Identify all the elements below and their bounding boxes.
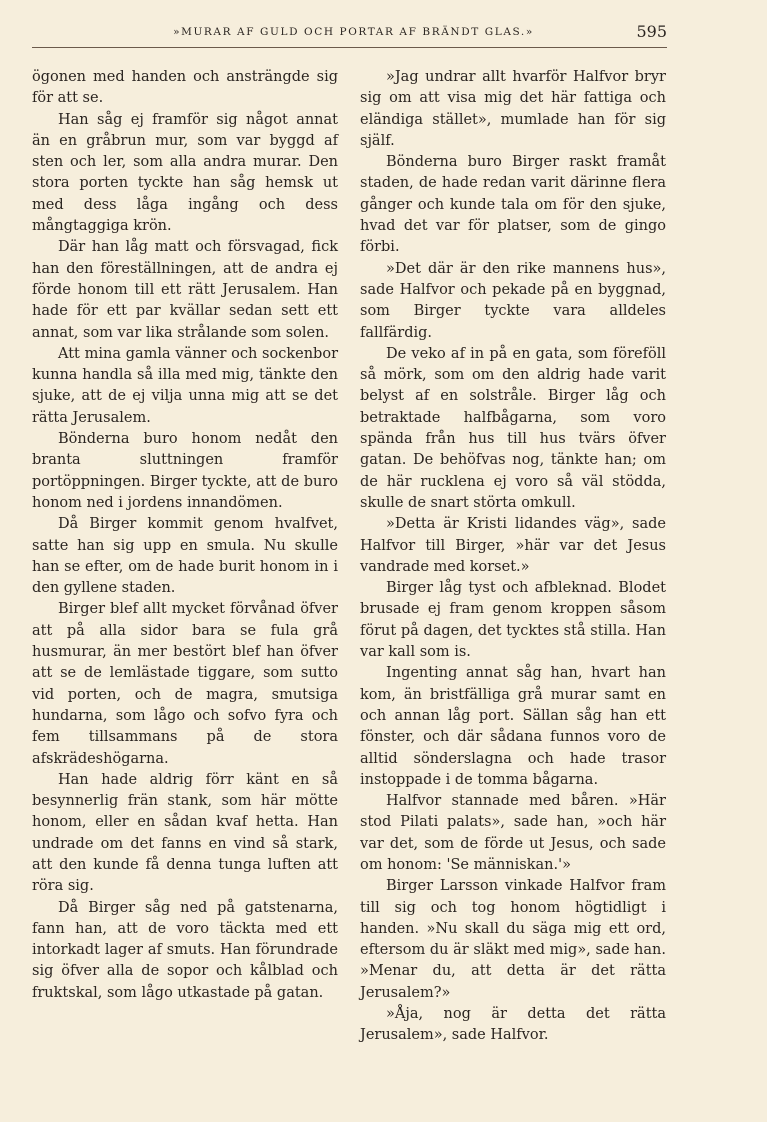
paragraph: Bönderna buro Birger raskt framåt staden, de hade redan varit därinne flera gånger och kunde tala om för den sjuke, hvad det var för platser, som de gingo förbi. (360, 154, 666, 256)
right-column (360, 67, 666, 1047)
paragraph: Birger låg tyst och afbleknad. Blodet brusade ej fram genom kroppen såsom förut på dagen, det tycktes stå stilla. Han var kall som is. (360, 580, 666, 661)
paragraph: ögonen med handen och ansträngde sig för att se. (32, 69, 338, 107)
paragraph: Bönderna buro honom nedåt den branta sluttningen framför portöppningen. Birger tyckte, att de buro honom ned i jordens innandömen. (32, 431, 338, 511)
paragraph: Då Birger såg ned på gatstenarna, fann han, att de voro täckta med ett intorkadt lager af smuts. Han förundrade sig öfver alla de sopor och kålblad och fruktskal, som lågo utkastade på gatan. (32, 899, 338, 1001)
paragraph: Birger Larsson vinkade Halfvor fram till sig och tog honom högtidligt i handen. »Nu skall du säga mig ett ord, eftersom du är släkt med mig», sade han. »Menar du, att detta är det rätta Jerusalem?» (360, 878, 666, 1001)
paragraph: Att mina gamla vänner och sockenbor kunna handla så illa med mig, tänkte den sjuke, att de ej vilja unna mig att se det rätta Jerusalem. (32, 345, 338, 426)
paragraph: Då Birger kommit genom hvalfvet, satte han sig upp en smula. Nu skulle han se efter, om de hade burit honom in i den gyllene staden. (32, 516, 338, 597)
paragraph: Halfvor stannade med båren. »Här stod Pilati palats», sade han, »och här var det, som de förde ut Jesus, och sade om honom: 'Se människan.'» (360, 793, 666, 873)
paragraph: »Åja, nog är detta det rätta Jerusalem», sade Halfvor. (360, 1006, 666, 1044)
page-number: 595 (636, 22, 667, 41)
paragraph: Han såg ej framför sig något annat än en gråbrun mur, som var byggd af sten och ler, som alla andra murar. Den stora porten tyckte han såg hemsk ut med dess låga ingång och dess mångtaggiga krön. (32, 111, 338, 235)
paragraph: De veko af in på en gata, som föreföll så mörk, som om den aldrig hade varit belyst af en solstråle. Birger låg och betraktade halfbågarna, som voro spända från hus till hus tvärs öfver gatan. De behöfvas nog, tänkte han; om de här rucklena ej voro så väl stödda, skulle de snart störta omkull. (360, 345, 666, 511)
left-column (32, 67, 338, 1004)
paragraph: »Detta är Kristi lidandes väg», sade Halfvor till Birger, »här var det Jesus vandrade med korset.» (360, 516, 666, 575)
paragraph: Birger blef allt mycket förvånad öfver att på alla sidor bara se fula grå husmurar, än mer bestört blef han öfver att se de lemlästade tiggare, som sutto vid porten, och de magra, smutsiga hundarna, som lågo och sofvo fyra och fem tillsammans på de stora afskrädeshögarna. (32, 601, 338, 767)
paragraph: Ingenting annat såg han, hvart han kom, än bristfälliga grå murar samt en och annan låg port. Sällan såg han ett fönster, och där sådana funnos voro de alltid sönderslagna och hade trasor instoppade i de tomma bågarna. (360, 665, 666, 788)
running-title: »MURAR AF GULD OCH PORTAR AF BRÄNDT GLAS.» (173, 26, 534, 38)
paragraph: »Det där är den rike mannens hus», sade Halfvor och pekade på en byggnad, som Birger tyckte vara alldeles fallfärdig. (360, 260, 666, 341)
header-rule (32, 47, 667, 48)
paragraph: »Jag undrar allt hvarför Halfvor bryr sig om att visa mig det här fattiga och eländiga stället», mumlade han för sig själf. (360, 69, 666, 149)
paragraph: Där han låg matt och försvagad, fick han den föreställningen, att de andra ej förde honom till ett rätt Jerusalem. Han hade för ett par kvällar sedan sett ett annat, som var lika strålande som solen. (32, 239, 338, 341)
paragraph: Han hade aldrig förr känt en så besynnerlig frän stank, som här mötte honom, eller en sådan kvaf hetta. Han undrade om det fanns en vind så stark, att den kunde få denna tunga luften att röra sig. (32, 771, 338, 895)
